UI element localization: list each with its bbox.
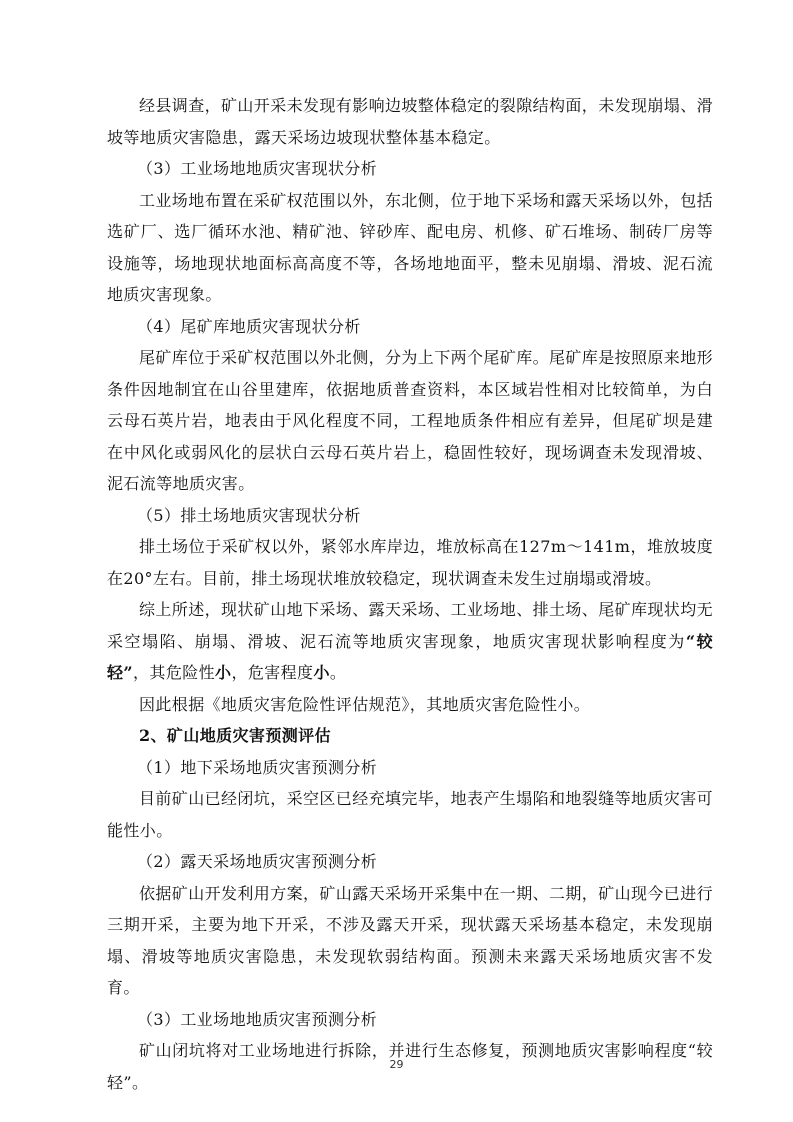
paragraph-summary: [107, 594, 713, 689]
subheading-industrial-site-status: （3）工业场地地质灾害现状分析: [137, 159, 378, 178]
summary-text: ，危害程度: [231, 663, 314, 682]
paragraph-dump: 排土场位于采矿权以外，紧邻水库岸边，堆放标高在127m～141m，堆放坡度在20°左右。目前，排土场现状堆放较稳定，现状调查未发生过崩塌或滑坡。: [107, 537, 713, 588]
summary-harm: 小: [313, 663, 330, 682]
paragraph-industrial-prediction: 矿山闭坑将对工业场地进行拆除，并进行生态修复，预测地质灾害影响程度“较轻”。: [107, 1041, 713, 1092]
summary-text: 。: [329, 663, 347, 682]
section-heading-prediction: 2、矿山地质灾害预测评估: [139, 726, 331, 745]
subheading-industrial-prediction: （3）工业场地地质灾害预测分析: [137, 1009, 378, 1029]
subheading-dump-status: （5）排土场地质灾害现状分析: [137, 505, 361, 525]
subheading-openpit-prediction: （2）露天采场地质灾害预测分析: [137, 852, 378, 871]
paragraph-slope-stability: 经县调查，矿山开采未发现有影响边坡整体稳定的裂隙结构面，未发现崩塌、滑坡等地质灾害隐患，露天采场边坡现状整体基本稳定。: [107, 96, 714, 147]
paragraph-underground-prediction: 目前矿山已经闭坑，采空区已经充填完毕，地表产生塌陷和地裂缝等地质灾害可能性小。: [107, 789, 714, 840]
paragraph-industrial-site: 工业场地布置在采矿权范围以外，东北侧，位于地下采场和露天采场以外，包括选矿厂、选厂循环水池、精矿池、锌砂库、配电房、机修、矿石堆场、制砖厂房等设施等，场地现状地面标高高度不等，各场地地面平，整未见崩塌、滑坡、泥石流地质灾害现象。: [107, 190, 714, 304]
paragraph-conclusion: 因此根据《地质灾害危险性评估规范》，其地质灾害危险性小。: [139, 694, 591, 714]
document-body: [107, 90, 713, 1098]
subheading-underground-prediction: （1）地下采场地质灾害预测分析: [137, 757, 378, 777]
summary-risk: 小: [215, 663, 232, 682]
paragraph-openpit-prediction: 依据矿山开发利用方案，矿山露天采场开采集中在一期、二期，矿山现今已进行三期开采，主要为地下开采，不涉及露天开采，现状露天采场基本稳定，未发现崩塌、滑坡等地质灾害隐患，未发现软弱结构面。预测未来露天采场地质灾害不发育。: [107, 883, 714, 997]
summary-text: ，其危险性: [133, 663, 216, 682]
summary-text: 综上所述，现状矿山地下采场、露天采场、工业场地、排土场、尾矿库现状均无采空塌陷、崩塌、滑坡、泥石流等地质灾害现象，地质灾害现状影响程度为: [107, 600, 714, 651]
summary-level: “较轻”: [107, 631, 713, 682]
page-number: 29: [389, 1058, 404, 1071]
subheading-tailings-status: （4）尾矿库地质灾害现状分析: [137, 316, 361, 336]
paragraph-tailings: 尾矿库位于采矿权范围以外北侧，分为上下两个尾矿库。尾矿库是按照原来地形条件因地制宜在山谷里建库，依据地质普查资料，本区域岩性相对比较简单，为白云母石英片岩，地表由于风化程度不同，工程地质条件相应有差异，但尾矿坝是建在中风化或弱风化的层状白云母石英片岩上，稳固性较好，现场调查未发现滑坡、泥石流等地质灾害。: [107, 348, 714, 493]
